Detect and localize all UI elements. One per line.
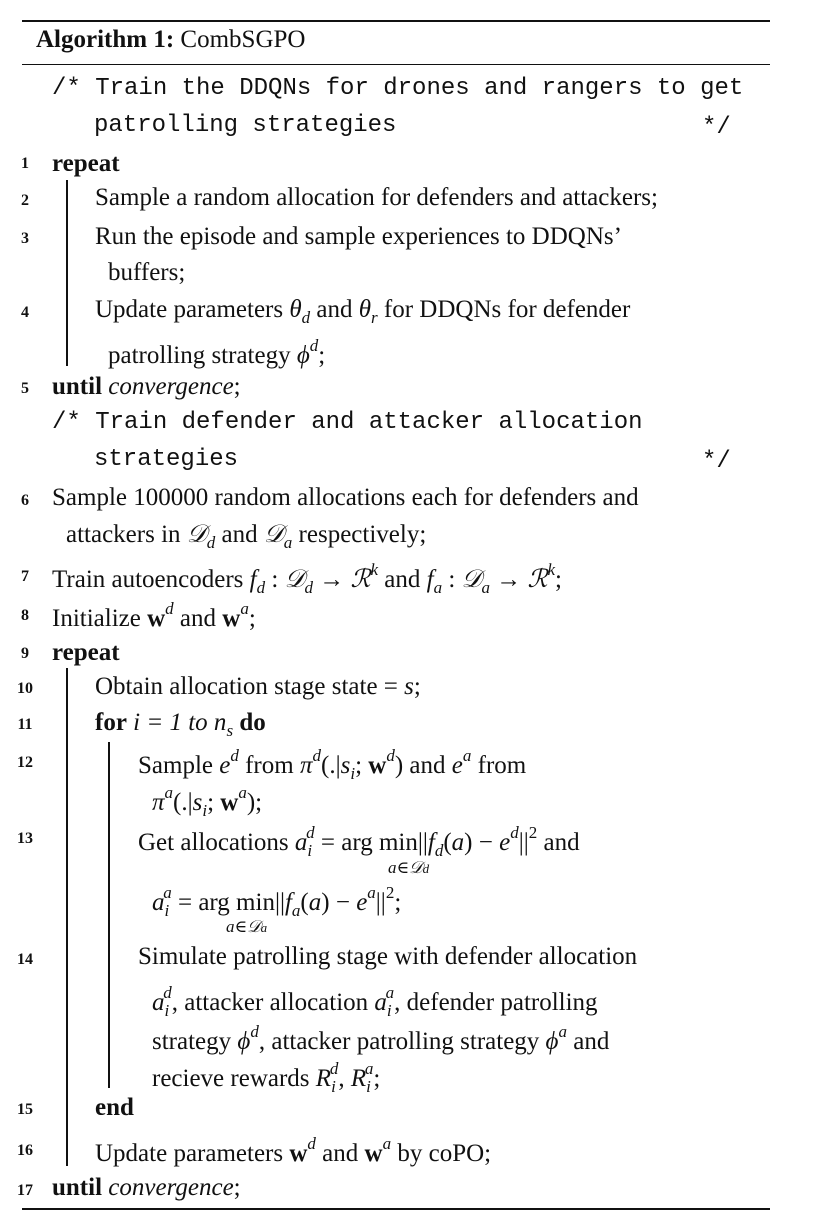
- line-4-text-b: patrolling strategy $\phi^d$;: [108, 336, 326, 369]
- repeat-scope-bar-1: [66, 180, 68, 366]
- line-number-16: 16: [17, 1142, 33, 1159]
- comment-1-line-b: patrolling strategies: [94, 112, 397, 139]
- line-8-text: Initialize $w^d$ and $w^a$;: [52, 599, 256, 632]
- line-13-text-b: $a_i^a$ = arg $\min||f_a(a) - e^a||^2$;: [152, 883, 402, 920]
- line-6-text-a: Sample 100000 random allocations each for defenders and: [52, 484, 639, 511]
- comment-2-line-b: strategies: [94, 446, 239, 473]
- line-3-text-a: Run the episode and sample experiences to DDQNs’: [95, 223, 622, 250]
- line-3-text-b: buffers;: [108, 259, 186, 286]
- line-number-1: 1: [21, 155, 29, 172]
- line-14-text-c: strategy $\phi^d$, attacker patrolling strategy $\phi^a$ and: [152, 1022, 610, 1055]
- line-number-12: 12: [17, 754, 33, 771]
- line-number-17: 17: [17, 1182, 33, 1199]
- line-12-text-a: Sample $e^d$ from $\pi^d(.|s_i$; $w^d$) and $e^a$ from: [138, 746, 527, 783]
- line-11-text: for i = 1 to $n_s$ do: [95, 709, 266, 740]
- title-rule: [22, 64, 770, 65]
- line-number-4: 4: [21, 304, 29, 321]
- line-number-5: 5: [21, 380, 29, 397]
- line-13-argmin-subscript-b: a∈𝒟a: [226, 917, 268, 936]
- comment-1-end: */: [702, 114, 731, 141]
- comment-1-line-a: /* Train the DDQNs for drones and rangers to get: [52, 75, 744, 102]
- line-12-text-b: $\pi^a(.|s_i$; $w^a$);: [152, 783, 263, 820]
- comment-2-end: */: [702, 448, 731, 475]
- line-4-text-a: Update parameters $\theta_d$ and $\theta_r$ for DDQNs for defender: [95, 296, 631, 327]
- repeat-keyword-2: repeat: [52, 639, 120, 666]
- end-keyword: end: [95, 1094, 134, 1121]
- line-14-text-a: Simulate patrolling stage with defender allocation: [138, 943, 638, 970]
- line-number-10: 10: [17, 680, 33, 697]
- line-number-14: 14: [17, 951, 33, 968]
- top-rule: [22, 20, 770, 22]
- line-number-2: 2: [21, 192, 29, 209]
- line-number-3: 3: [21, 230, 29, 247]
- repeat-scope-bar-2: [66, 668, 68, 1166]
- line-number-6: 6: [21, 492, 29, 509]
- repeat-keyword-1: repeat: [52, 150, 120, 177]
- line-7-text: Train autoencoders $f_d$ : 𝒟$_d$ → ℛ$^k$ and $f_a$ : 𝒟$_a$ → ℛ$^k$;: [52, 560, 562, 597]
- line-number-11: 11: [17, 716, 33, 733]
- line-2-text: Sample a random allocation for defenders and attackers;: [95, 184, 658, 211]
- comment-2-line-a: /* Train defender and attacker allocation: [52, 409, 643, 436]
- line-number-7: 7: [21, 568, 29, 585]
- line-number-15: 15: [17, 1101, 33, 1118]
- line-17-text: until convergence;: [52, 1174, 241, 1201]
- line-13-argmin-subscript-a: a∈𝒟d: [388, 858, 430, 877]
- line-14-text-b: $a_i^d$, attacker allocation $a_i^a$, defender patrolling: [152, 983, 598, 1020]
- line-14-text-d: recieve rewards $R_i^d$, $R_i^a$;: [152, 1059, 381, 1096]
- bottom-rule: [22, 1208, 770, 1210]
- line-10-text: Obtain allocation stage state = s;: [95, 673, 421, 700]
- line-13-text-a: Get allocations $a_i^d$ = arg $\min||f_d(a) - e^d||^2$ and: [138, 823, 580, 860]
- line-number-9: 9: [21, 645, 29, 662]
- line-number-8: 8: [21, 607, 29, 624]
- algorithm-label: Algorithm 1:: [36, 26, 175, 53]
- algorithm-title: [36, 26, 305, 54]
- line-6-text-b: attackers in 𝒟$_d$ and 𝒟$_a$ respectively;: [66, 521, 427, 552]
- for-scope-bar: [108, 742, 110, 1088]
- line-5-text: until convergence;: [52, 373, 241, 400]
- line-16-text: Update parameters $w^d$ and $w^a$ by coPO;: [95, 1134, 492, 1167]
- algorithm-name: CombSGPO: [180, 26, 306, 53]
- line-number-13: 13: [17, 830, 33, 847]
